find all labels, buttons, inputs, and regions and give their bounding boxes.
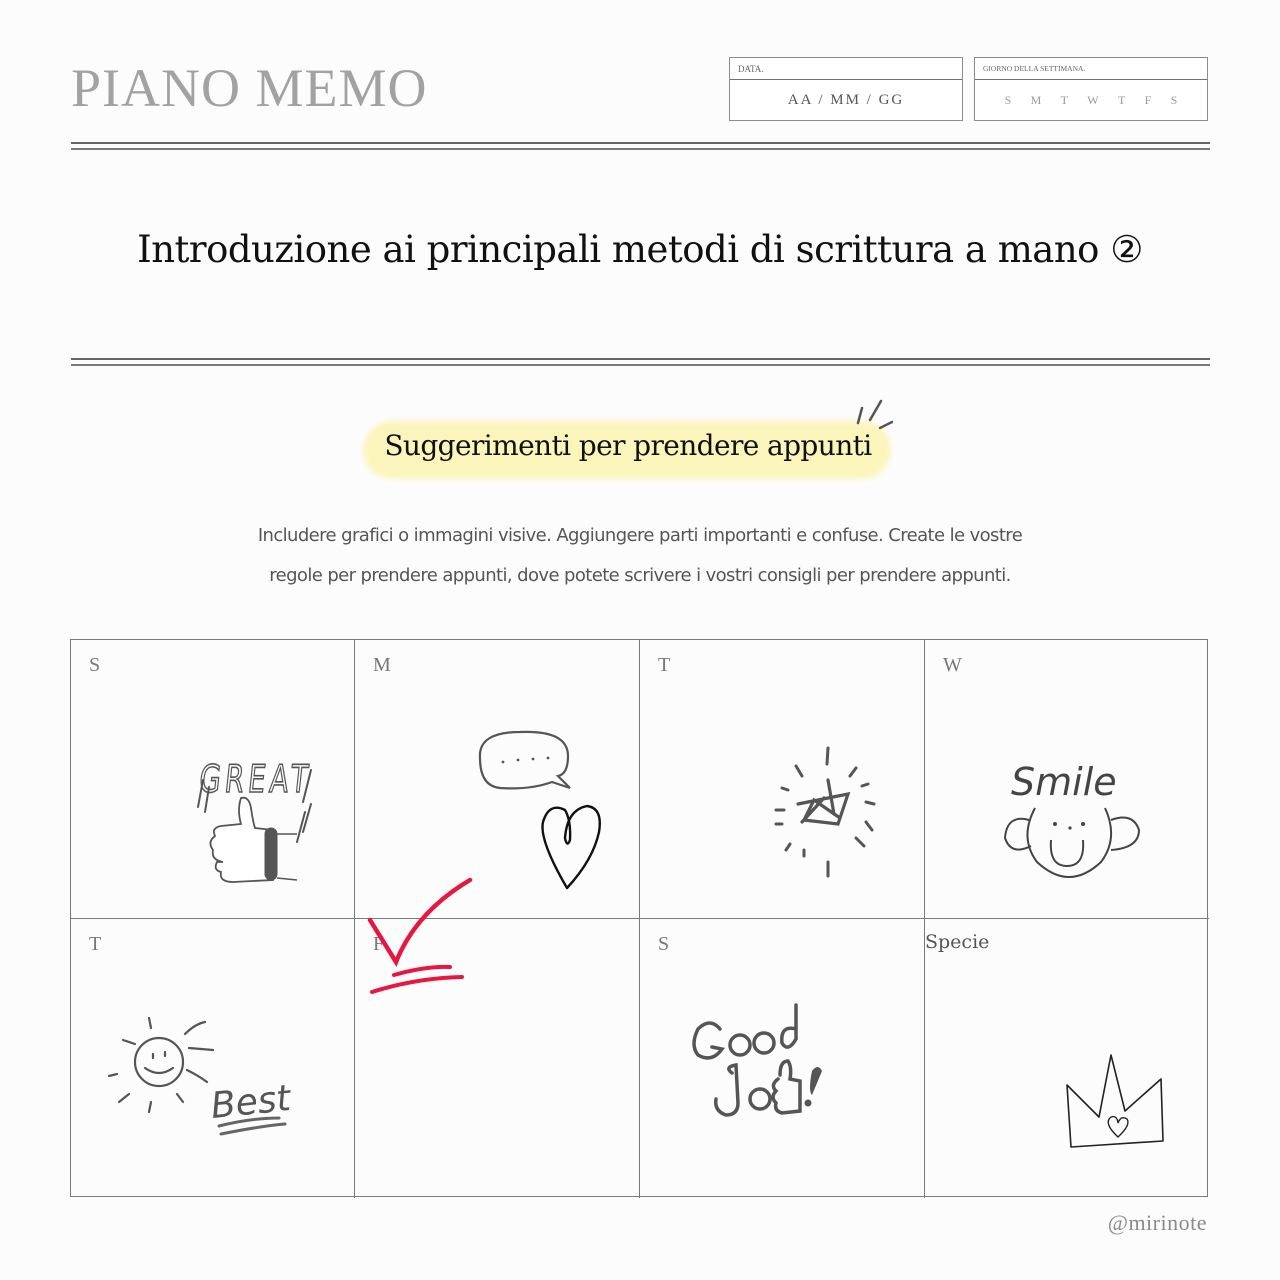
weekday-option[interactable]: S <box>1004 92 1012 107</box>
sparkle-icon <box>850 393 900 438</box>
description-line: regole per prendere appunti, dove potete scrivere i vostri consigli per prendere appunti. <box>269 565 1011 586</box>
page-title: Introduzione ai principali metodi di scrittura a mano ② <box>137 228 1143 271</box>
day-label: W <box>943 654 962 676</box>
calendar-cell[interactable] <box>640 919 925 1198</box>
good-job-icon <box>684 999 884 1149</box>
brand-title: PIANO MEMO <box>71 58 428 118</box>
day-label: T <box>89 933 102 955</box>
date-label: DATA. <box>730 58 962 80</box>
great-thumbs-up-icon <box>193 732 318 892</box>
author-handle: @mirinote <box>1107 1210 1207 1235</box>
day-label: M <box>373 654 391 676</box>
divider-top <box>71 142 1210 150</box>
weekday-option[interactable]: T <box>1117 92 1126 107</box>
calendar-cell[interactable] <box>925 640 1209 919</box>
weekly-calendar-grid <box>70 639 1208 1197</box>
svg-text:Smile: Smile <box>1011 760 1117 804</box>
description-line: Includere grafici o immagini visive. Aggiungere parti importanti e confuse. Create le vostre <box>257 525 1023 546</box>
calendar-cell[interactable] <box>71 919 355 1198</box>
weekday-option[interactable]: S <box>1170 92 1178 107</box>
weekday-label: GIORNO DELLA SETTIMANA. <box>975 58 1207 80</box>
day-label: T <box>658 654 671 676</box>
red-checkmark-icon <box>366 876 476 1001</box>
sun-best-icon <box>101 1014 321 1164</box>
smile-face-icon <box>983 750 1158 890</box>
tips-heading-block <box>355 405 915 490</box>
crown-icon <box>1063 1051 1168 1151</box>
day-label: Specie <box>925 931 990 953</box>
weekday-option[interactable]: T <box>1060 92 1068 107</box>
calendar-cell[interactable] <box>925 919 1209 1198</box>
weekday-option[interactable]: W <box>1087 92 1099 107</box>
tips-description <box>0 516 1280 596</box>
day-label: S <box>89 654 101 676</box>
sparkling-star-icon <box>768 740 888 890</box>
date-box <box>729 57 963 121</box>
tips-heading: Suggerimenti per prendere appunti <box>384 429 872 462</box>
weekday-selector <box>975 80 1207 120</box>
weekday-box <box>974 57 1208 121</box>
heart-icon <box>537 800 607 895</box>
date-field[interactable]: AA / MM / GG <box>787 91 905 108</box>
weekday-option[interactable]: F <box>1144 92 1152 107</box>
day-label: F <box>373 933 385 955</box>
weekday-option[interactable]: M <box>1030 92 1042 107</box>
calendar-cell[interactable] <box>640 640 925 919</box>
calendar-cell[interactable] <box>71 640 355 919</box>
svg-text:GREAT: GREAT <box>197 756 310 802</box>
divider-mid <box>71 358 1210 366</box>
svg-text:Best: Best <box>208 1077 293 1128</box>
day-label: S <box>658 933 670 955</box>
